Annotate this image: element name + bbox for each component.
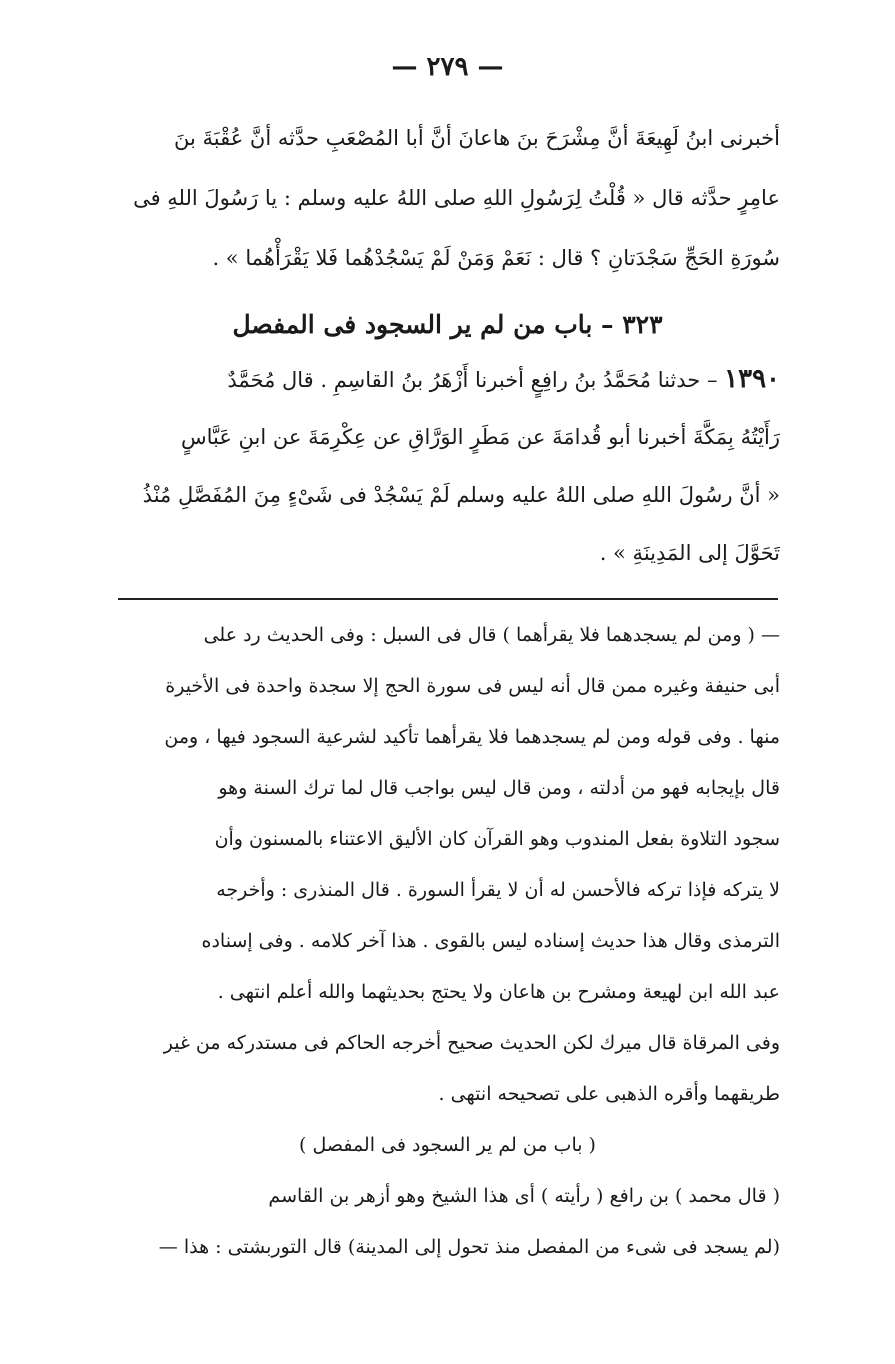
commentary-line: طريقهما وأقره الذهبى على تصحيحه انتهى . [438, 1083, 780, 1105]
commentary-line: قال بإيجابه فهو من أدلته ، ومن قال ليس بواجب قال لما ترك السنة وهو [218, 777, 780, 799]
page-number: — ٢٧٩ — [391, 52, 504, 82]
commentary-footnote [115, 610, 780, 1273]
commentary-line: عبد الله ابن لهيعة ومشرح بن هاعان ولا يحتج بحديثهما والله أعلم انتهى . [217, 981, 780, 1003]
hadith-1390-text [115, 350, 780, 582]
commentary-line: (لم يسجد فى شىء من المفصل منذ تحول إلى المدينة) قال التوربشتى : هذا — [158, 1236, 780, 1258]
commentary-line: وفى المرقاة قال ميرك لكن الحديث صحيح أخرجه الحاكم فى مستدركه من غير [163, 1032, 780, 1054]
footnote-divider [118, 598, 778, 600]
hadith-line: رَأَيْتُهُ بِمَكَّةَ أخبرنا أبو قُدامَةَ عن مَطَرٍ الوَرَّاقِ عن عِكْرِمَةَ عن ابنِ عَبَّاسٍ [180, 425, 780, 449]
chapter-heading: ٣٢٣ – باب من لم ير السجود فى المفصل [232, 310, 663, 339]
commentary-line: الترمذى وقال هذا حديث إسناده ليس بالقوى . هذا آخر كلامه . وفى إسناده [201, 930, 780, 952]
hadith-line: سُورَةِ الحَجِّ سَجْدَتانِ ؟ قال : نَعَمْ وَمَنْ لَمْ يَسْجُدْهُما فَلا يَقْرَأْهُما » . [212, 246, 780, 270]
commentary-subheading: ( باب من لم ير السجود فى المفصل ) [299, 1134, 596, 1156]
commentary-line: — ( ومن لم يسجدهما فلا يقرأهما ) قال فى السبل : وفى الحديث رد على [203, 624, 780, 646]
hadith-line: « أنَّ رسُولَ اللهِ صلى اللهُ عليه وسلم لَمْ يَسْجُدْ فى شَىْءٍ مِنَ المُفَصَّلِ مُنْذُ [142, 483, 780, 507]
hadith-line: أخبرنى ابنُ لَهِيعَةَ أنَّ مِشْرَحَ بنَ هاعانَ أنَّ أبا المُصْعَبِ حدَّثه أنَّ عُقْبَةَ بنَ [174, 126, 780, 150]
commentary-line: لا يتركه فإذا تركه فالأحسن له أن لا يقرأ السورة . قال المنذرى : وأخرجه [216, 879, 780, 901]
hadith-line-text: – حدثنا مُحَمَّدُ بنُ رافِعٍ أخبرنا أَزْهَرُ بنُ القاسِمِ . قال مُحَمَّدٌ [227, 368, 725, 392]
commentary-line: منها . وفى قوله ومن لم يسجدهما فلا يقرأهما تأكيد لشرعية السجود فيها ، ومن [164, 726, 780, 748]
hadith-line [115, 350, 780, 408]
hadith-number: ١٣٩٠ [724, 364, 780, 394]
commentary-line: ( قال محمد ) بن رافع ( رأيته ) أى هذا الشيخ وهو أزهر بن القاسم [268, 1185, 780, 1207]
hadith-line: عامِرٍ حدَّثه قال « قُلْتُ لِرَسُولِ اللهِ صلى اللهُ عليه وسلم : يا رَسُولَ اللهِ فى [133, 186, 780, 210]
commentary-line: أبى حنيفة وغيره ممن قال أنه ليس فى سورة الحج إلا سجدة واحدة فى الأخيرة [165, 675, 780, 697]
hadith-line: تَحَوَّلَ إلى المَدِينَةِ » . [599, 541, 780, 565]
hadith-1389-text [115, 108, 780, 288]
commentary-line: سجود التلاوة بفعل المندوب وهو القرآن كان الأليق الاعتناء بالمسنون وأن [214, 828, 780, 850]
